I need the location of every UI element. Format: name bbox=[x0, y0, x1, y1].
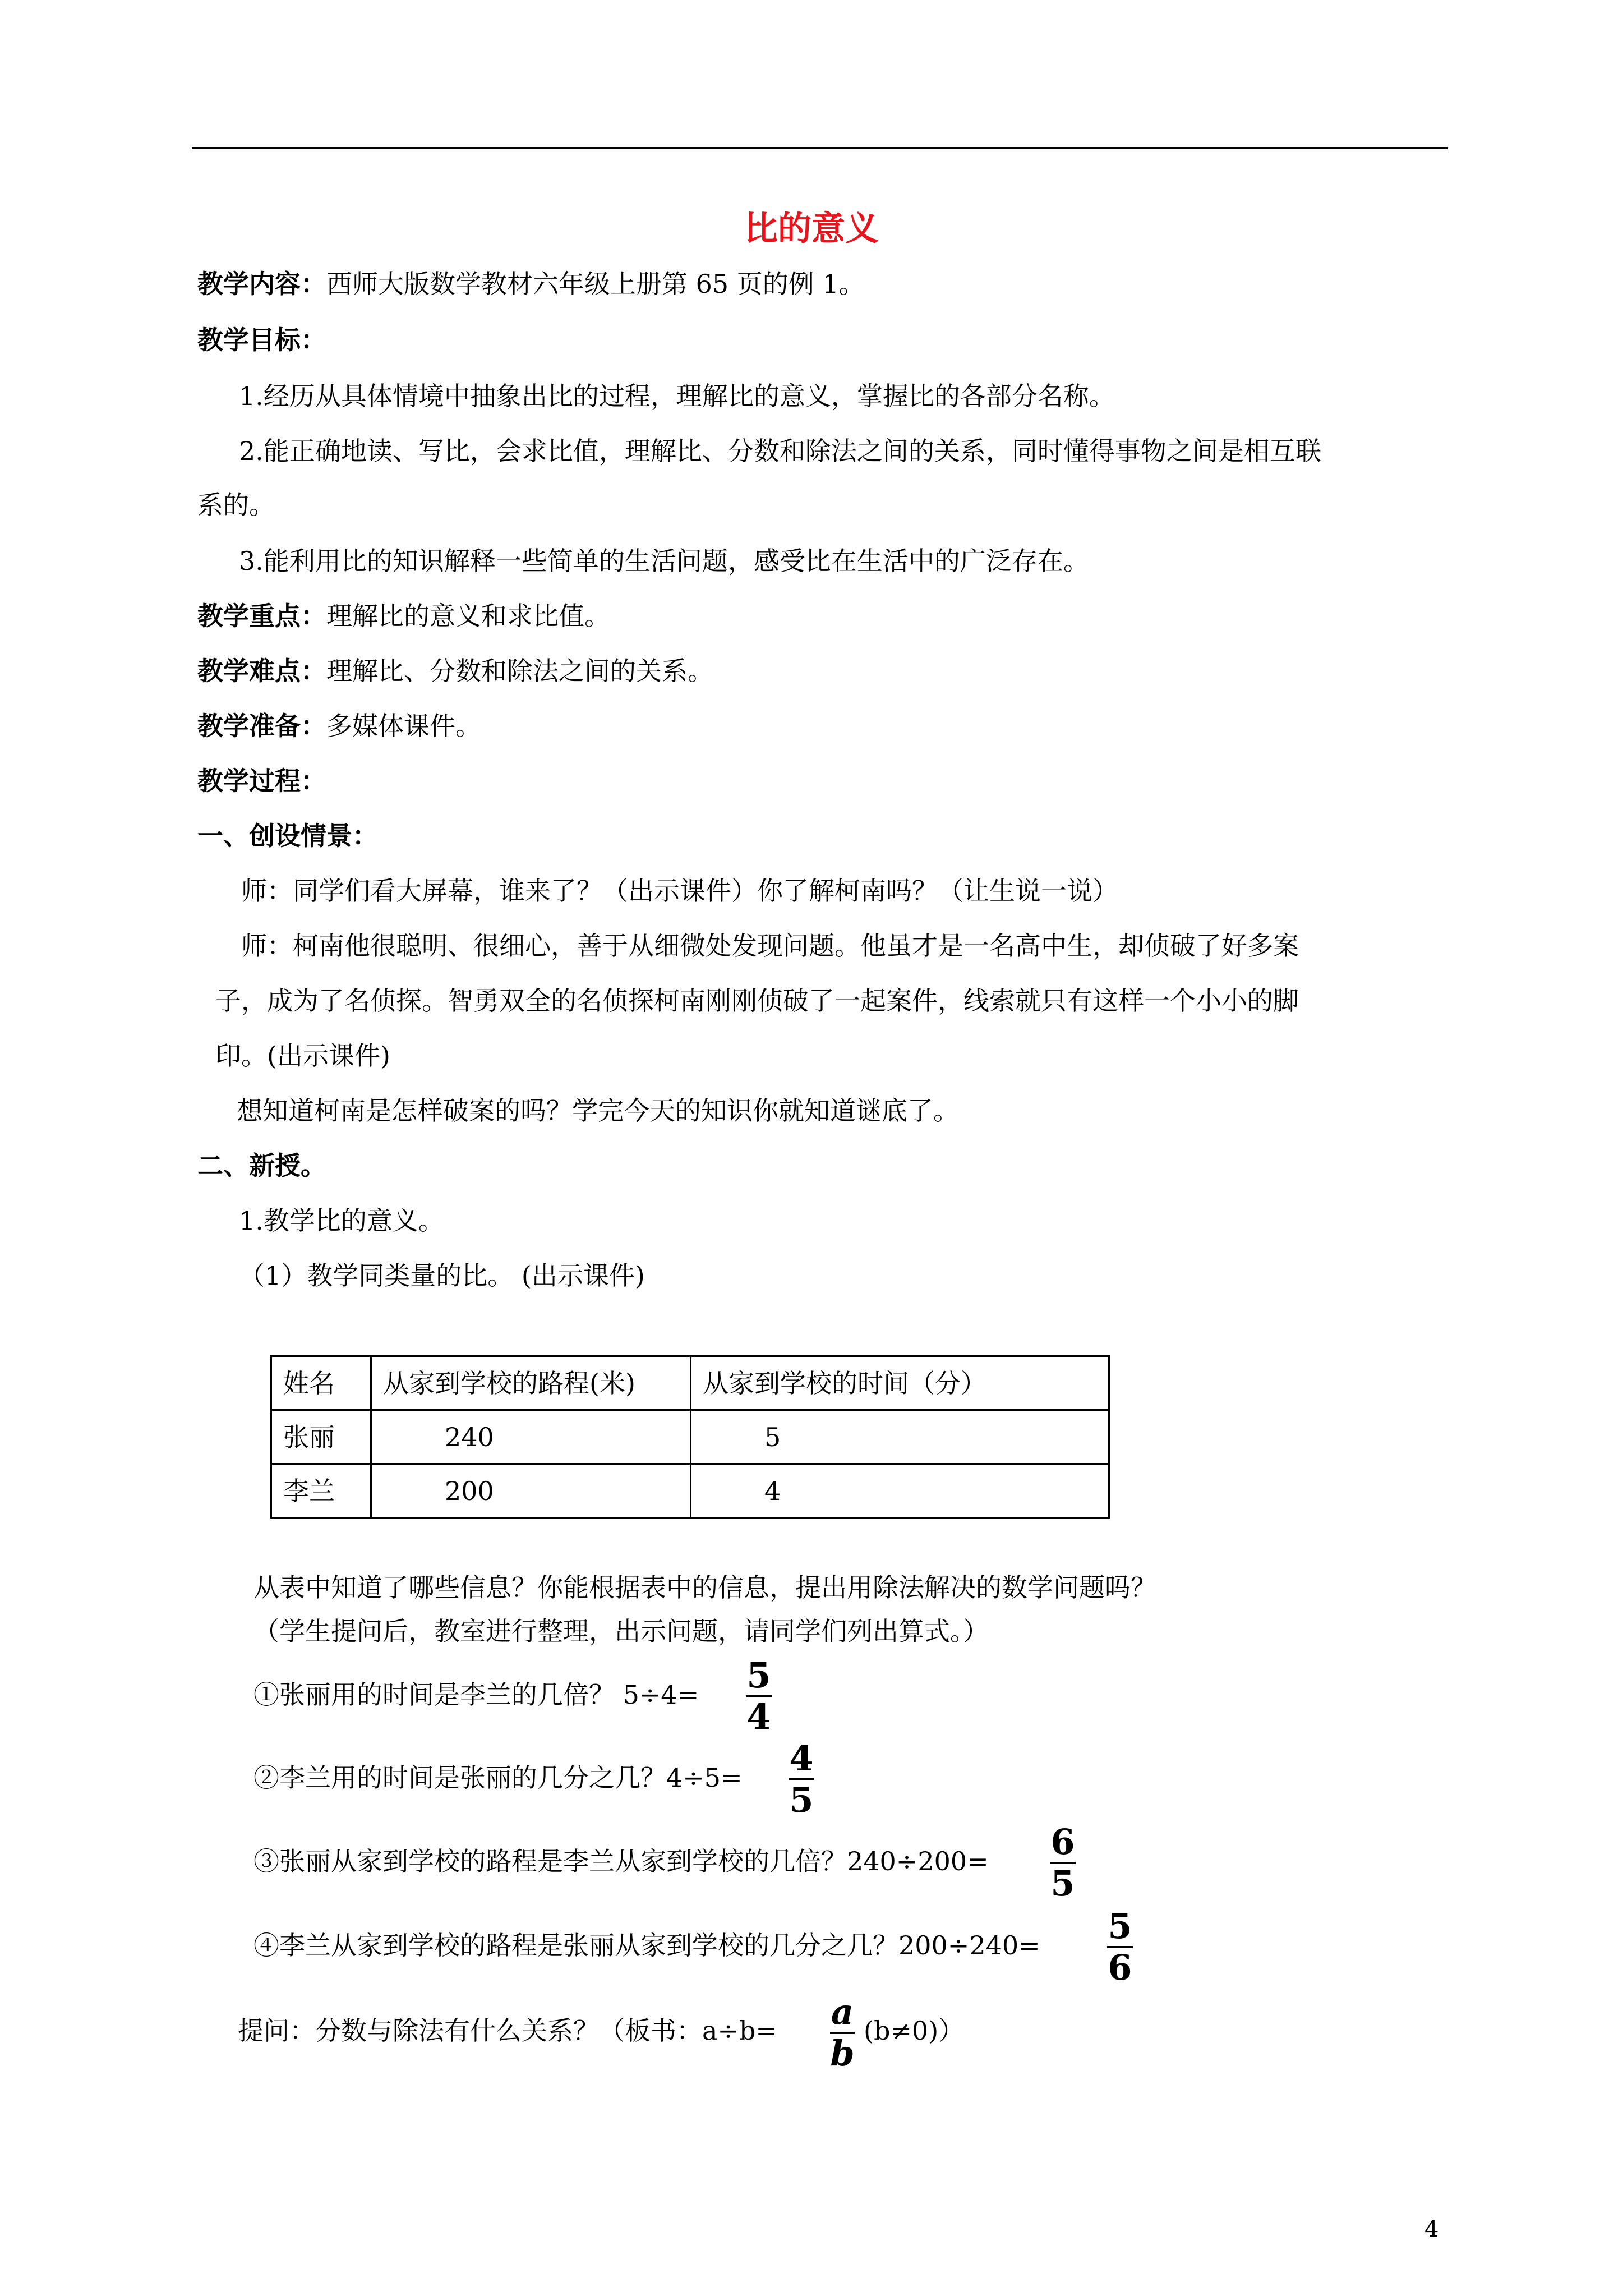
info-table bbox=[270, 1355, 1110, 1519]
key-point-label: 教学重点： bbox=[197, 601, 326, 631]
table-cell-name: 张丽 bbox=[271, 1410, 371, 1464]
fraction-4-numerator: 5 bbox=[1108, 1906, 1132, 1947]
table-header-cell: 从家到学校的路程(米) bbox=[371, 1356, 691, 1410]
section-1-paragraph-3: 想知道柯南是怎样破案的吗？学完今天的知识你就知道谜底了。 bbox=[237, 1096, 959, 1126]
difficulty-text: 理解比、分数和除法之间的关系。 bbox=[326, 656, 713, 686]
section-2-heading: 二、新授。 bbox=[197, 1151, 326, 1181]
goal-1: 1.经历从具体情境中抽象出比的过程，理解比的意义，掌握比的各部分名称。 bbox=[239, 381, 1115, 411]
teaching-goals-label: 教学目标： bbox=[197, 325, 326, 355]
process-label: 教学过程： bbox=[197, 766, 326, 796]
fraction-a-numerator: a bbox=[831, 1991, 854, 2032]
table-header-row bbox=[271, 1356, 1109, 1410]
preparation bbox=[197, 710, 481, 742]
table-cell-time: 4 bbox=[691, 1464, 1109, 1518]
fraction-1-denominator: 4 bbox=[746, 1696, 771, 1737]
difficulty bbox=[197, 655, 713, 687]
section-1-paragraph-2-line-1: 师：柯南他很聪明、很细心，善于从细微处发现问题。他虽才是一名高中生，却侦破了好多案 bbox=[241, 931, 1299, 961]
fraction-b-denominator: b bbox=[830, 2033, 855, 2074]
teaching-content-text: 西师大版数学教材六年级上册第 65 页的例 1。 bbox=[326, 269, 865, 299]
equation-3: ③张丽从家到学校的路程是李兰从家到学校的几倍？240÷200= bbox=[253, 1846, 989, 1876]
key-point bbox=[197, 600, 610, 632]
section-1-paragraph-1: 师：同学们看大屏幕，谁来了？（出示课件）你了解柯南吗？（让生说一说） bbox=[241, 876, 1118, 906]
table-cell-distance: 200 bbox=[371, 1464, 691, 1518]
table-row bbox=[271, 1410, 1109, 1464]
goal-2-line-1: 2.能正确地读、写比，会求比值，理解比、分数和除法之间的关系，同时懂得事物之间是相互联 bbox=[239, 436, 1321, 466]
difficulty-label: 教学难点： bbox=[197, 656, 326, 686]
fraction-4 bbox=[1107, 1907, 1133, 1987]
relation-question: 提问：分数与除法有什么关系？（板书：a÷b= bbox=[238, 2016, 777, 2046]
table-note: （学生提问后，教室进行整理，出示问题，请同学们列出算式。） bbox=[253, 1616, 989, 1646]
page-number: 4 bbox=[1424, 2216, 1439, 2242]
teaching-content-label: 教学内容： bbox=[197, 269, 326, 299]
fraction-3-numerator: 6 bbox=[1050, 1821, 1075, 1862]
section-2-item-1: 1.教学比的意义。 bbox=[239, 1205, 444, 1236]
table-cell-time: 5 bbox=[691, 1410, 1109, 1464]
section-2-item-1-1: （1）教学同类量的比。 (出示课件) bbox=[239, 1260, 645, 1291]
fraction-a-over-b bbox=[830, 1993, 855, 2073]
goal-3: 3.能利用比的知识解释一些简单的生活问题，感受比在生活中的广泛存在。 bbox=[239, 546, 1089, 576]
section-1-heading: 一、创设情景： bbox=[197, 821, 378, 851]
header-rule bbox=[192, 147, 1448, 149]
fraction-4-denominator: 6 bbox=[1108, 1947, 1132, 1988]
table-cell-name: 李兰 bbox=[271, 1464, 371, 1518]
key-point-text: 理解比的意义和求比值。 bbox=[326, 601, 610, 631]
equation-2: ②李兰用的时间是张丽的几分之几？4÷5= bbox=[253, 1763, 743, 1793]
equation-4: ④李兰从家到学校的路程是张丽从家到学校的几分之几？200÷240= bbox=[253, 1930, 1040, 1961]
preparation-text: 多媒体课件。 bbox=[326, 711, 481, 741]
section-1-paragraph-2-line-2: 子，成为了名侦探。智勇双全的名侦探柯南刚刚侦破了一起案件，线索就只有这样一个小小的脚 bbox=[215, 986, 1299, 1016]
fraction-1 bbox=[746, 1656, 772, 1737]
fraction-2-numerator: 4 bbox=[789, 1738, 814, 1779]
fraction-1-numerator: 5 bbox=[746, 1655, 771, 1696]
table-header-cell: 姓名 bbox=[271, 1356, 371, 1410]
fraction-3 bbox=[1050, 1823, 1076, 1903]
relation-condition: (b≠0)） bbox=[864, 2016, 965, 2046]
document-title: 比的意义 bbox=[744, 209, 879, 249]
equation-1: ①张丽用的时间是李兰的几倍？ 5÷4= bbox=[253, 1680, 699, 1710]
fraction-3-denominator: 5 bbox=[1050, 1863, 1075, 1904]
table-header-cell: 从家到学校的时间（分） bbox=[691, 1356, 1109, 1410]
section-1-paragraph-2-line-3: 印。(出示课件) bbox=[215, 1041, 390, 1071]
table-question: 从表中知道了哪些信息？你能根据表中的信息，提出用除法解决的数学问题吗？ bbox=[253, 1572, 1156, 1603]
table-row bbox=[271, 1464, 1109, 1518]
fraction-2 bbox=[789, 1739, 814, 1820]
table-cell-distance: 240 bbox=[371, 1410, 691, 1464]
preparation-label: 教学准备： bbox=[197, 711, 326, 741]
goal-2-line-2: 系的。 bbox=[197, 490, 275, 520]
fraction-2-denominator: 5 bbox=[789, 1779, 814, 1820]
teaching-content bbox=[197, 268, 865, 300]
